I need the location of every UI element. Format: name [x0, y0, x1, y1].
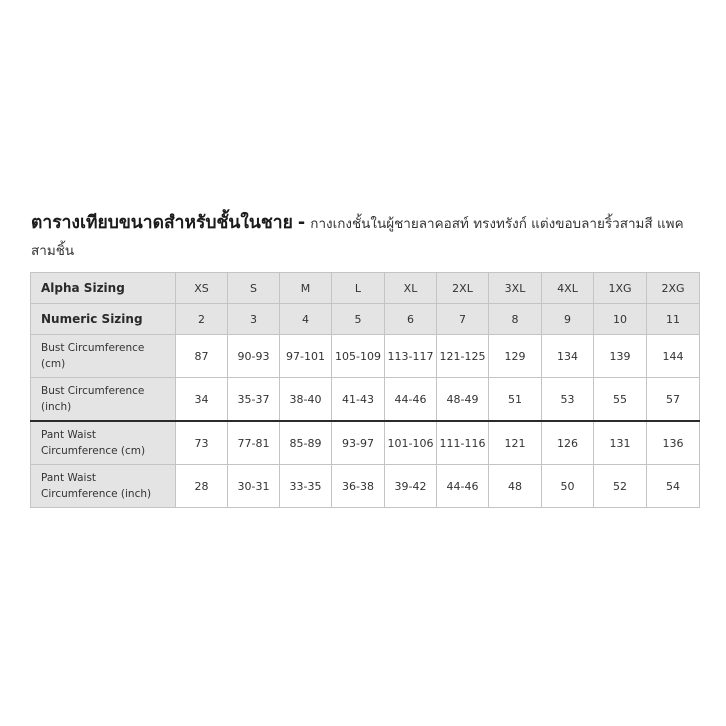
table-cell: 101-106: [385, 421, 437, 465]
table-cell: 77-81: [228, 421, 280, 465]
table-cell: XL: [385, 273, 437, 304]
table-cell: 144: [647, 335, 700, 378]
table-cell: 73: [176, 421, 228, 465]
table-cell: 113-117: [385, 335, 437, 378]
table-cell: 87: [176, 335, 228, 378]
table-row-bust-inch: [31, 378, 700, 422]
table-cell: 136: [647, 421, 700, 465]
table-cell: 38-40: [280, 378, 332, 422]
row-label-line-2: Circumference (inch): [41, 488, 152, 500]
table-cell: 53: [542, 378, 594, 422]
table-cell: 2XG: [647, 273, 700, 304]
row-label-line-2: Circumference (cm): [41, 445, 146, 457]
table-cell: 121: [489, 421, 542, 465]
table-cell: 44-46: [385, 378, 437, 422]
table-cell: 9: [542, 304, 594, 335]
table-cell: 93-97: [332, 421, 385, 465]
table-cell: M: [280, 273, 332, 304]
table-cell: 33-35: [280, 465, 332, 508]
row-label-line-1: Bust Circumference: [41, 385, 145, 397]
row-label: [31, 335, 176, 378]
table-cell: 28: [176, 465, 228, 508]
row-label-line-2: (cm): [41, 358, 66, 370]
table-cell: 3: [228, 304, 280, 335]
table-cell: 48: [489, 465, 542, 508]
table-cell: 4: [280, 304, 332, 335]
table-cell: 121-125: [437, 335, 489, 378]
table-cell: 44-46: [437, 465, 489, 508]
row-label: [31, 465, 176, 508]
table-cell: 105-109: [332, 335, 385, 378]
chart-title: [31, 210, 701, 264]
table-cell: 134: [542, 335, 594, 378]
table-cell: 129: [489, 335, 542, 378]
table-cell: XS: [176, 273, 228, 304]
table-cell: 8: [489, 304, 542, 335]
table-row-waist-inch: [31, 465, 700, 508]
table-cell: 3XL: [489, 273, 542, 304]
table-cell: 50: [542, 465, 594, 508]
row-label: Numeric Sizing: [31, 304, 176, 335]
table-row-waist-cm: [31, 421, 700, 465]
table-cell: 41-43: [332, 378, 385, 422]
table-cell: 10: [594, 304, 647, 335]
table-cell: 139: [594, 335, 647, 378]
size-chart-table: [30, 272, 700, 508]
row-label-line-1: Bust Circumference: [41, 342, 145, 354]
table-cell: 4XL: [542, 273, 594, 304]
table-cell: 85-89: [280, 421, 332, 465]
row-label: Alpha Sizing: [31, 273, 176, 304]
table-cell: 34: [176, 378, 228, 422]
table-cell: 111-116: [437, 421, 489, 465]
table-row-numeric-sizing: [31, 304, 700, 335]
title-main: ตารางเทียบขนาดสำหรับชั้นในชาย: [31, 213, 293, 233]
row-label-line-2: (inch): [41, 401, 72, 413]
table-cell: L: [332, 273, 385, 304]
table-cell: 2XL: [437, 273, 489, 304]
table-cell: 11: [647, 304, 700, 335]
table-cell: 54: [647, 465, 700, 508]
table-cell: 2: [176, 304, 228, 335]
row-label-line-1: Pant Waist: [41, 472, 97, 484]
table-row-bust-cm: [31, 335, 700, 378]
row-label-line-1: Pant Waist: [41, 429, 97, 441]
table-cell: 55: [594, 378, 647, 422]
table-cell: 126: [542, 421, 594, 465]
table-cell: 35-37: [228, 378, 280, 422]
table-cell: 5: [332, 304, 385, 335]
title-subtitle: กางเกงชั้นในผู้ชายลาคอสท์ ทรงทรังก์ แต่งขอบลายริ้วสามสี แพคสามชิ้น: [31, 216, 684, 259]
table-cell: S: [228, 273, 280, 304]
row-label: [31, 378, 176, 422]
table-cell: 48-49: [437, 378, 489, 422]
table-cell: 97-101: [280, 335, 332, 378]
table-row-alpha-sizing: [31, 273, 700, 304]
table-cell: 7: [437, 304, 489, 335]
table-cell: 90-93: [228, 335, 280, 378]
table-cell: 52: [594, 465, 647, 508]
table-cell: 39-42: [385, 465, 437, 508]
table-cell: 1XG: [594, 273, 647, 304]
title-separator: -: [297, 213, 306, 233]
table-cell: 30-31: [228, 465, 280, 508]
table-cell: 6: [385, 304, 437, 335]
table-cell: 36-38: [332, 465, 385, 508]
row-label: [31, 421, 176, 465]
table-cell: 57: [647, 378, 700, 422]
table-cell: 51: [489, 378, 542, 422]
table-cell: 131: [594, 421, 647, 465]
